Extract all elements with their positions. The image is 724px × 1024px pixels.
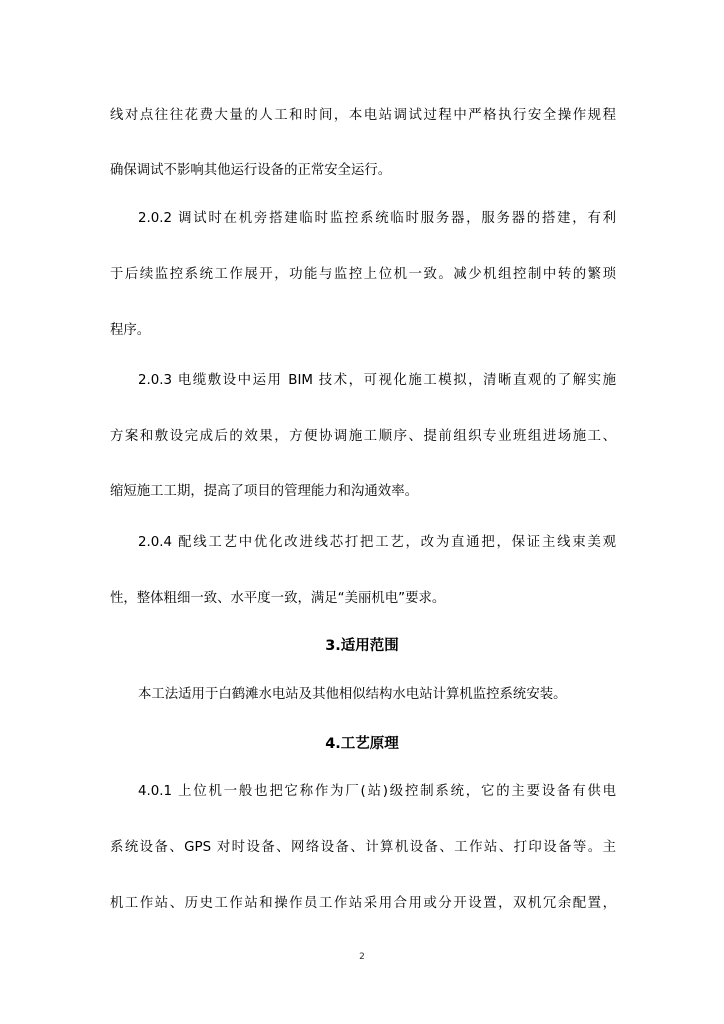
paragraph-line: 本工法适用于白鹤滩水电站及其他相似结构水电站计算机监控系统安装。 <box>138 687 567 702</box>
page-number: 2 <box>359 952 365 962</box>
paragraph-line: 2.0.3 电缆敷设中运用 BIM 技术，可视化施工模拟，清晰直观的了解实施 <box>138 373 616 388</box>
paragraph-line: 程序。 <box>110 323 151 338</box>
section-heading: 4.工艺原理 <box>325 736 399 752</box>
paragraph-line: 2.0.4 配线工艺中优化改进线芯打把工艺，改为直通把，保证主线束美观 <box>138 535 616 550</box>
paragraph-line: 线对点往往花费大量的人工和时间，本电站调试过程中严格执行安全操作规程 <box>110 108 616 123</box>
paragraph-line: 性，整体粗细一致、水平度一致，满足“美丽机电”要求。 <box>110 591 446 606</box>
paragraph-line: 缩短施工工期，提高了项目的管理能力和沟通效率。 <box>110 484 418 499</box>
paragraph-line: 机工作站、历史工作站和操作员工作站采用合用或分开设置，双机冗余配置， <box>110 896 616 911</box>
paragraph-line: 4.0.1 上位机一般也把它称作为厂(站)级控制系统，它的主要设备有供电 <box>138 784 616 799</box>
paragraph-line: 系统设备、GPS 对时设备、网络设备、计算机设备、工作站、打印设备等。主 <box>110 840 616 855</box>
paragraph-line: 方案和敷设完成后的效果，方便协调施工顺序、提前组织专业班组进场施工、 <box>110 429 616 444</box>
paragraph-line: 于后续监控系统工作展开，功能与监控上位机一致。减少机组控制中转的繁琐 <box>110 267 616 282</box>
section-heading: 3.适用范围 <box>325 638 399 654</box>
paragraph-line: 2.0.2 调试时在机旁搭建临时监控系统临时服务器，服务器的搭建，有利 <box>138 211 616 226</box>
paragraph-line: 确保调试不影响其他运行设备的正常安全运行。 <box>110 163 392 178</box>
